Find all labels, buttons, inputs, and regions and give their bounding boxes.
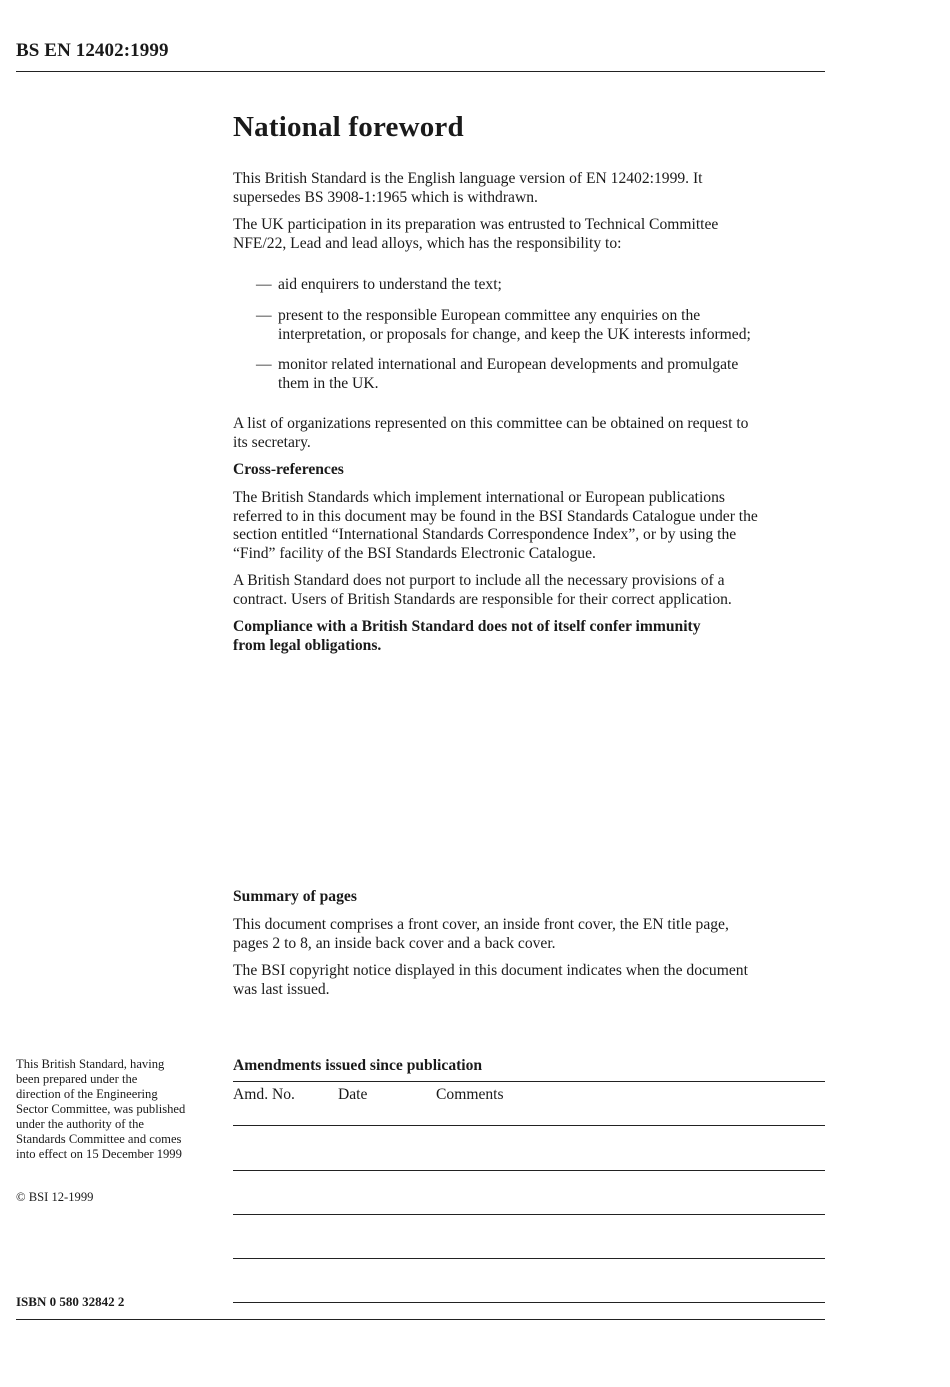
standard-code-header: BS EN 12402:1999: [16, 40, 169, 61]
dash-bullet: —: [256, 356, 272, 373]
table-row-rule: [233, 1214, 825, 1215]
copyright-notice: © BSI 12-1999: [16, 1190, 94, 1204]
text-line: from legal obligations.: [233, 636, 382, 654]
text-line: present to the responsible European committee any enquiries on the: [278, 307, 701, 324]
crossref-paragraph: [233, 489, 825, 563]
text-line: Compliance with a British Standard does not of itself confer immunity: [233, 618, 701, 635]
text-line: them in the UK.: [278, 374, 379, 392]
bullet-text: aid enquirers to understand the text;: [278, 276, 502, 293]
column-header-comments: Comments: [436, 1086, 504, 1103]
amendments-heading: Amendments issued since publication: [233, 1057, 483, 1074]
column-header-date: Date: [338, 1086, 368, 1103]
table-row-rule: [233, 1170, 825, 1171]
text-line: pages 2 to 8, an inside back cover and a back cover.: [233, 934, 556, 952]
text-line: contract. Users of British Standards are responsible for their correct application.: [233, 590, 732, 608]
dash-bullet: —: [256, 276, 272, 293]
text-line: was last issued.: [233, 980, 330, 998]
text-line: interpretation, or proposals for change, and keep the UK interests informed;: [278, 325, 751, 343]
text-line: its secretary.: [233, 433, 311, 451]
text-line: NFE/22, Lead and lead alloys, which has the responsibility to:: [233, 234, 622, 252]
text-line: A British Standard does not purport to include all the necessary provisions of a: [233, 572, 725, 589]
text-line: This British Standard, having: [16, 1057, 165, 1071]
bullet-text: [278, 356, 828, 393]
publication-note: [16, 1057, 216, 1162]
footer-rule: [16, 1319, 825, 1320]
text-line: under the authority of the: [16, 1117, 144, 1131]
text-line: direction of the Engineering: [16, 1087, 158, 1101]
text-line: referred to in this document may be found in the BSI Standards Catalogue under the: [233, 507, 758, 525]
bullet-item-1: [233, 276, 825, 296]
text-line: “Find” facility of the BSI Standards Electronic Catalogue.: [233, 544, 596, 562]
column-header-amd-no: Amd. No.: [233, 1086, 295, 1103]
text-line: This British Standard is the English language version of EN 12402:1999. It: [233, 170, 703, 187]
text-line: supersedes BS 3908-1:1965 which is withdrawn.: [233, 188, 538, 206]
bullet-text: [278, 307, 828, 344]
summary-paragraph-2: [233, 962, 825, 999]
bullet-item-2: [233, 307, 825, 347]
crossref-heading: Cross-references: [233, 461, 344, 478]
summary-heading: Summary of pages: [233, 888, 357, 905]
foreword-para-1: [233, 170, 825, 207]
text-line: been prepared under the: [16, 1072, 138, 1086]
dash-bullet: —: [256, 307, 272, 324]
page-title: National foreword: [233, 111, 464, 143]
contract-paragraph: [233, 572, 825, 609]
foreword-para-3: [233, 415, 825, 452]
table-rule: [233, 1081, 825, 1082]
text-line: Standards Committee and comes: [16, 1132, 182, 1146]
foreword-para-2: [233, 216, 825, 253]
compliance-statement: [233, 618, 825, 655]
text-line: A list of organizations represented on this committee can be obtained on request to: [233, 415, 749, 432]
text-line: The British Standards which implement international or European publications: [233, 489, 725, 506]
text-line: into effect on 15 December 1999: [16, 1147, 182, 1161]
text-line: This document comprises a front cover, an inside front cover, the EN title page,: [233, 916, 729, 933]
text-line: The BSI copyright notice displayed in this document indicates when the document: [233, 962, 748, 979]
table-row-rule: [233, 1258, 825, 1259]
header-rule: [16, 71, 825, 72]
table-row-rule: [233, 1125, 825, 1126]
text-line: monitor related international and European developments and promulgate: [278, 356, 739, 373]
isbn: ISBN 0 580 32842 2: [16, 1294, 125, 1309]
text-line: Sector Committee, was published: [16, 1102, 186, 1116]
amendments-header-row: [233, 1086, 825, 1108]
text-line: The UK participation in its preparation was entrusted to Technical Committee: [233, 216, 719, 233]
text-line: section entitled “International Standards Correspondence Index”, or by using the: [233, 526, 737, 543]
bullet-item-3: [233, 356, 825, 396]
table-row-rule: [233, 1302, 825, 1303]
summary-paragraph-1: [233, 916, 825, 953]
